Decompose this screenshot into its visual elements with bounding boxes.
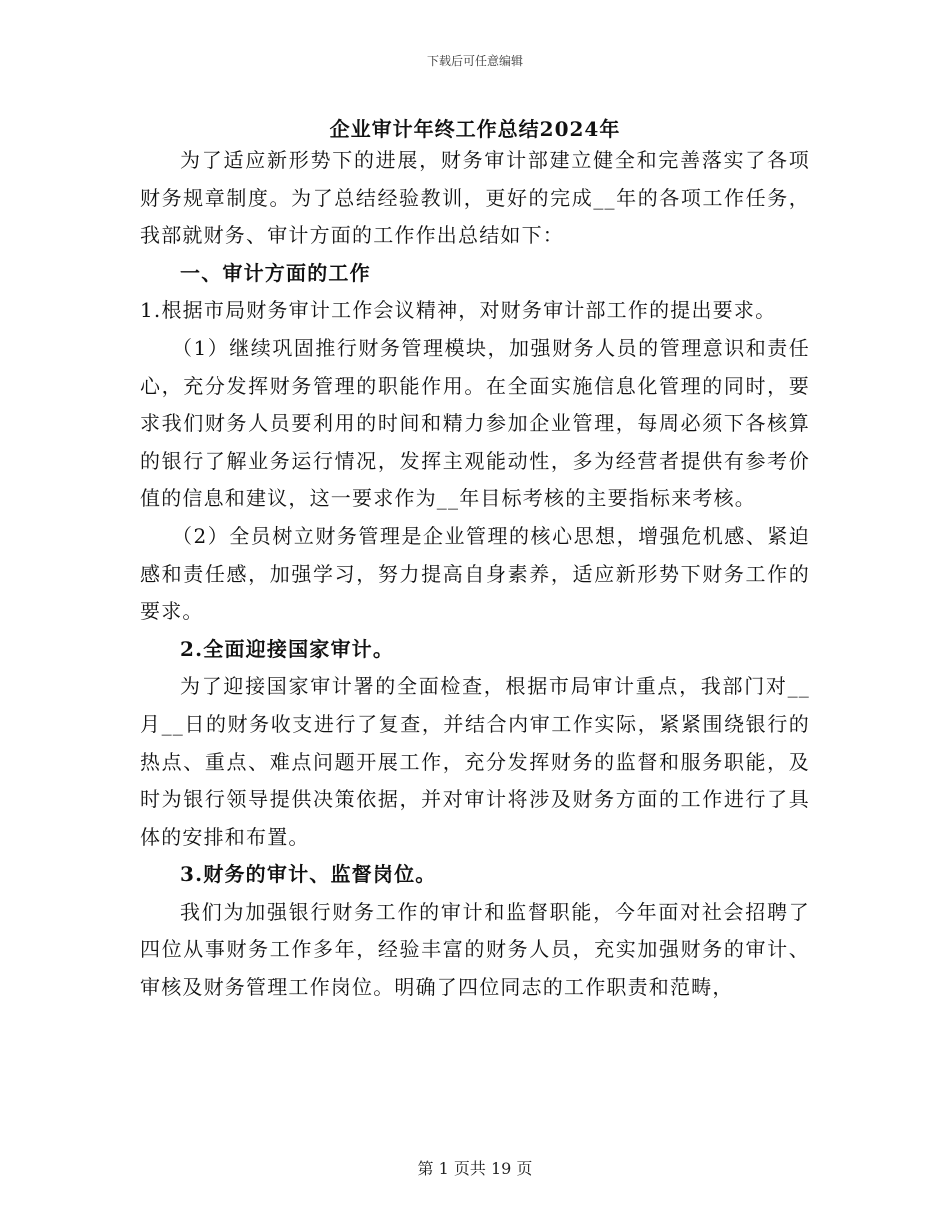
page-footer: 第 1 页共 19 页 — [417, 1159, 533, 1178]
header-note: 下载后可任意编辑 — [426, 54, 523, 68]
audit-posts-paragraph: 我们为加强银行财务工作的审计和监督职能，今年面对社会招聘了四位从事财务工作多年，经验丰富的财务人员，充实加强财务的审计、审核及财务管理工作岗位。明确了四位同志的工作职责和范畴， — [140, 899, 810, 1000]
document-body — [140, 142, 810, 1007]
document-title: 企业审计年终工作总结2024年 — [329, 117, 621, 141]
intro-paragraph: 为了适应新形势下的进展，财务审计部建立健全和完善落实了各项财务规章制度。为了总结经验教训，更好的完成__年的各项工作任务，我部就财务、审计方面的工作作出总结如下： — [140, 148, 810, 248]
sub-item-2-paragraph: （2）全员树立财务管理是企业管理的核心思想，增强危机感、紧迫感和责任感，加强学习，努力提高自身素养，适应新形势下财务工作的要求。 — [140, 523, 810, 624]
sub-item-1-paragraph: （1）继续巩固推行财务管理模块，加强财务人员的管理意识和责任心，充分发挥财务管理的职能作用。在全面实施信息化管理的同时，要求我们财务人员要利用的时间和精力参加企业管理，每周必须下各核算的银行了解业务运行情况，发挥主观能动性，多为经营者提供有参考价值的信息和建议，这一要求作为__年目标考核的主要指标来考核。 — [140, 335, 810, 511]
item-1-paragraph: 1.根据市局财务审计工作会议精神，对财务审计部工作的提出要求。 — [140, 298, 777, 323]
section-heading-national-audit: 2.全面迎接国家审计。 — [180, 636, 395, 661]
section-heading-audit: 一、审计方面的工作 — [180, 260, 371, 285]
national-audit-paragraph: 为了迎接国家审计署的全面检查，根据市局审计重点，我部门对__月__日的财务收支进行了复查，并结合内审工作实际，紧紧围绕银行的热点、重点、难点问题开展工作，充分发挥财务的监督和服务职能，及时为银行领导提供决策依据，并对审计将涉及财务方面的工作进行了具体的安排和布置。 — [140, 674, 810, 849]
section-heading-audit-posts: 3.财务的审计、监督岗位。 — [180, 862, 437, 887]
